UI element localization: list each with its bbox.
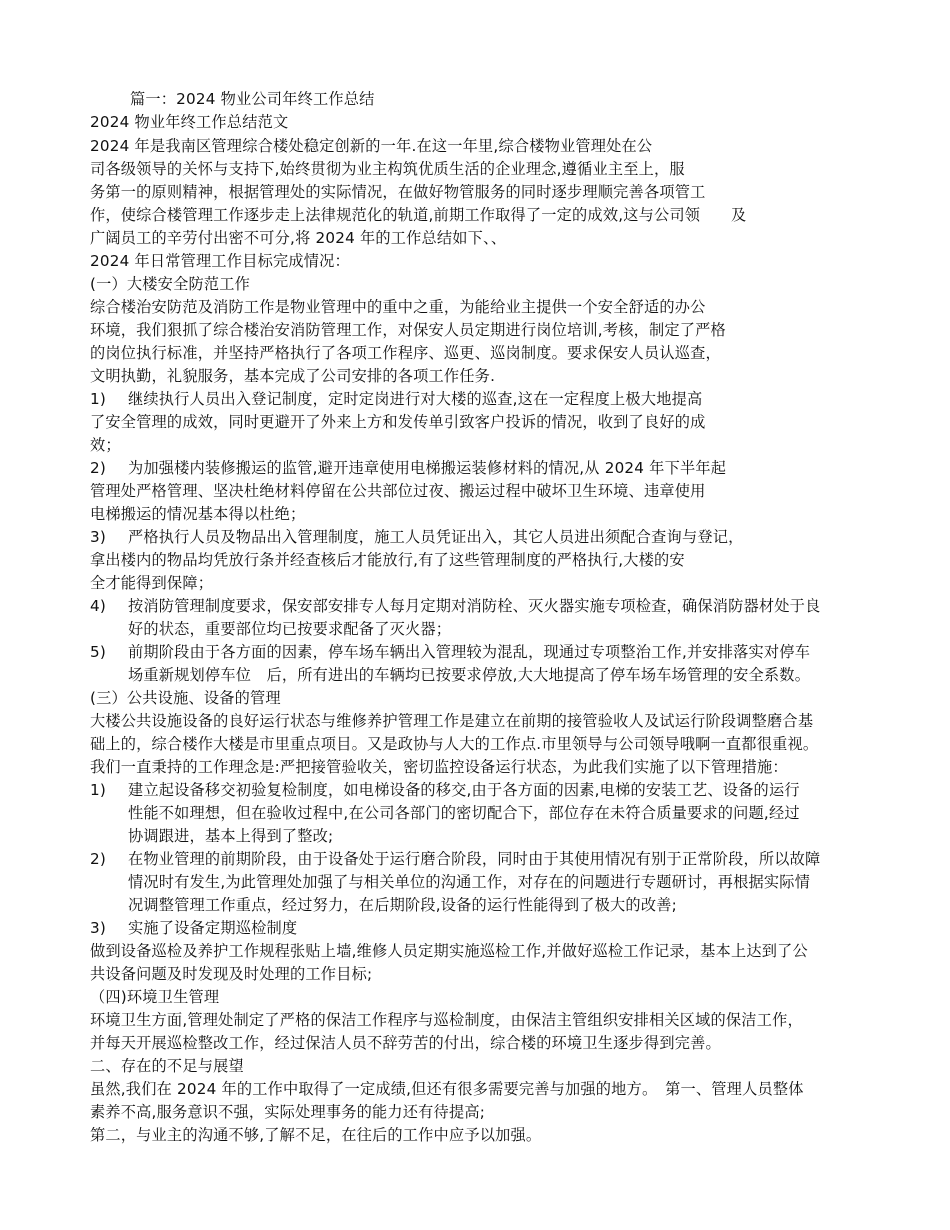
paragraph-line: 虽然,我们在 2024 年的工作中取得了一定成绩,但还有很多需要完善与加强的地方。 第一、管理人员整体 [90, 1080, 804, 1098]
list-item-line: 情况时有发生,为此管理处加强了与相关单位的沟通工作，对存在的问题进行专题研讨，再根据实际情 [128, 873, 811, 891]
paragraph-line: 并每天开展巡检整改工作，经过保洁人员不辞劳苦的付出，综合楼的环境卫生逐步得到完善。 [90, 1034, 721, 1052]
paragraph-line: 综合楼治安防范及消防工作是物业管理中的重中之重，为能给业主提供一个安全舒适的办公 [90, 298, 706, 316]
list-item-number: 1) [90, 781, 106, 799]
document-heading: 篇一：2024 物业公司年终工作总结 [130, 90, 375, 108]
list-item-number: 4) [90, 597, 106, 615]
list-item-line: 严格执行人员及物品出入管理制度，施工人员凭证出入，其它人员进出须配合查询与登记， [128, 528, 744, 546]
list-item-line: 建立起设备移交初验复检制度，如电梯设备的移交,由于各方面的因素,电梯的安装工艺、设备的运行 [128, 781, 800, 799]
paragraph-line: 环境卫生方面,管理处制定了严格的保洁工作程序与巡检制度，由保洁主管组织安排相关区域的保洁工作， [90, 1011, 803, 1029]
list-item-line: 全才能得到保障； [90, 574, 214, 592]
paragraph-line: 的岗位执行标准，并坚持严格执行了各项工作程序、巡更、巡岗制度。要求保安人员认巡查， [90, 344, 721, 362]
paragraph-line: 我们一直秉持的工作理念是:严把接管验收关，密切监控设备运行状态，为此我们实施了以下管理措施： [90, 758, 788, 776]
list-item-line: 好的状态，重要部位均已按要求配备了灭火器； [128, 620, 452, 638]
list-item-line: 性能不如理想，但在验收过程中,在公司各部门的密切配合下，部位存在未符合质量要求的问题,经过 [128, 804, 800, 822]
intro-line: 2024 年是我南区管理综合楼处稳定创新的一年.在这一年里,综合楼物业管理处在公 [90, 137, 653, 155]
list-item-line: 管理处严格管理、坚决杜绝材料停留在公共部位过夜、搬运过程中破坏卫生环境、违章使用 [90, 482, 706, 500]
list-item-number: 3) [90, 528, 106, 546]
list-item-line: 为加强楼内装修搬运的监管,避开违章使用电梯搬运装修材料的情况,从 2024 年下半年起 [128, 459, 727, 477]
list-item-line: 电梯搬运的情况基本得以杜绝； [90, 505, 306, 523]
list-item-number: 2) [90, 850, 106, 868]
goals-title: 2024 年日常管理工作目标完成情况： [90, 252, 350, 270]
paragraph-line: 素养不高,服务意识不强，实际处理事务的能力还有待提高; [90, 1103, 486, 1121]
paragraph-line: 做到设备巡检及养护工作规程张贴上墙,维修人员定期实施巡检工作,并做好巡检工作记录，基本上达到了公 [90, 942, 808, 960]
list-item-line: 在物业管理的前期阶段，由于设备处于运行磨合阶段，同时由于其使用情况有别于正常阶段，所以故障 [128, 850, 821, 868]
intro-line: 广阔员工的辛劳付出密不可分,将 2024 年的工作总结如下、、 [90, 229, 507, 247]
list-item-line: 拿出楼内的物品均凭放行条并经查核后才能放行,有了这些管理制度的严格执行,大楼的安 [90, 551, 685, 569]
paragraph-line: 环境，我们狠抓了综合楼治安消防管理工作，对保安人员定期进行岗位培训,考核，制定了严格 [90, 321, 726, 339]
paragraph-line: 第二，与业主的沟通不够,了解不足，在往后的工作中应予以加强。 [90, 1126, 542, 1144]
part-title: 二、存在的不足与展望 [90, 1057, 244, 1075]
list-item-line: 协调跟进，基本上得到了整改; [128, 827, 334, 845]
intro-line: 司各级领导的关怀与支持下,始终贯彻为业主构筑优质生活的企业理念,遵循业主至上，服 [90, 160, 685, 178]
paragraph-line: 文明执勤，礼貌服务，基本完成了公司安排的各项工作任务. [90, 367, 496, 385]
list-item-line: 况调整管理工作重点，经过努力，在后期阶段,设备的运行性能得到了极大的改善; [128, 896, 677, 914]
list-item-line: 按消防管理制度要求，保安部安排专人每月定期对消防栓、灭火器实施专项检查，确保消防器材处于良 [128, 597, 821, 615]
intro-line: 务第一的原则精神，根据管理处的实际情况，在做好物管服务的同时逐步理顺完善各项管工 [90, 183, 706, 201]
list-item-number: 3) [90, 919, 106, 937]
list-item-number: 1) [90, 390, 106, 408]
list-item-line: 继续执行人员出入登记制度，定时定岗进行对大楼的巡查,这在一定程度上极大地提高 [128, 390, 703, 408]
list-item-line: 了安全管理的成效，同时更避开了外来上方和发传单引致客户投诉的情况，收到了良好的成 [90, 413, 706, 431]
list-item-number: 2) [90, 459, 106, 477]
paragraph-line: 础上的，综合楼作大楼是市里重点项目。又是政协与人大的工作点.市里领导与公司领导哦啊一直都很重视。 [90, 735, 819, 753]
list-item-number: 5) [90, 643, 106, 661]
list-item-line: 场重新规划停车位 后，所有进出的车辆均已按要求停放,大大地提高了停车场车场管理的安全系数。 [128, 666, 811, 684]
list-item-line: 实施了设备定期巡检制度 [128, 919, 298, 937]
paragraph-line: 大楼公共设施设备的良好运行状态与维修养护管理工作是建立在前期的接管验收人及试运行阶段调整磨合基 [90, 712, 814, 730]
list-item-line: 效； [90, 436, 121, 454]
section-title: (一）大楼安全防范工作 [90, 275, 251, 293]
section-title: (三）公共设施、设备的管理 [90, 689, 281, 707]
document-subheading: 2024 物业年终工作总结范文 [90, 113, 289, 131]
section-title: （四)环境卫生管理 [90, 988, 220, 1006]
intro-line: 作，使综合楼管理工作逐步走上法律规范化的轨道,前期工作取得了一定的成效,这与公司领 及 [90, 206, 747, 224]
paragraph-line: 共设备问题及时发现及时处理的工作目标; [90, 965, 373, 983]
list-item-line: 前期阶段由于各方面的因素，停车场车辆出入管理较为混乱，现通过专项整治工作,并安排落实对停车 [128, 643, 811, 661]
